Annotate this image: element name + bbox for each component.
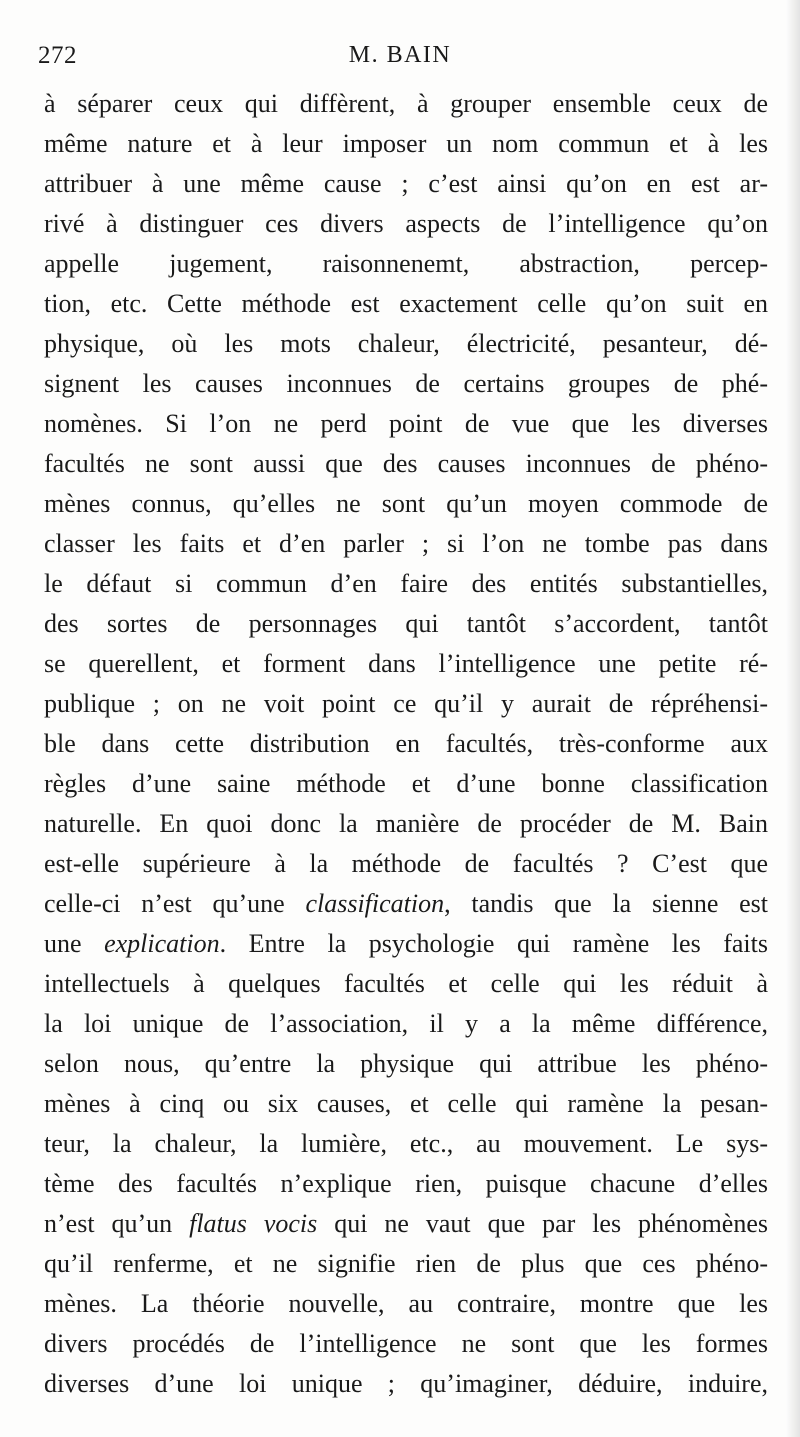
text-line: à séparer ceux qui diffèrent, à grouper ensemble ceux de — [44, 89, 768, 118]
text-line: même nature et à leur imposer un nom commun et à les — [44, 129, 768, 158]
text-line: intellectuels à quelques facultés et celle qui les réduit à — [44, 969, 768, 998]
page-number: 272 — [38, 42, 77, 69]
text-line: tème des facultés n’explique rien, puisque chacune d’elles — [44, 1169, 768, 1198]
text-line: attribuer à une même cause ; c’est ainsi qu’on en est ar- — [44, 169, 768, 198]
text-line: la loi unique de l’association, il y a la même différence, — [44, 1009, 768, 1038]
text-line: rivé à distinguer ces divers aspects de l’intelligence qu’on — [44, 209, 768, 238]
text-line: divers procédés de l’intelligence ne sont que les formes — [44, 1329, 768, 1358]
text-line: des sortes de personnages qui tantôt s’accordent, tantôt — [44, 609, 768, 638]
page-header — [38, 38, 762, 78]
text-segment: n’est qu’un — [44, 1209, 190, 1238]
text-line: teur, la chaleur, la lumière, etc., au mouvement. Le sys- — [44, 1129, 768, 1158]
text-segment: celle-ci n’est qu’une — [44, 889, 306, 918]
text-line: facultés ne sont aussi que des causes inconnues de phéno- — [44, 449, 768, 478]
text-line: qu’il renferme, et ne signifie rien de plus que ces phéno- — [44, 1249, 768, 1278]
text-line: mènes à cinq ou six causes, et celle qui ramène la pesan- — [44, 1089, 768, 1118]
text-line: le défaut si commun d’en faire des entités substantielles, — [44, 569, 768, 598]
text-segment: qui ne vaut que par les phénomènes — [317, 1209, 769, 1238]
italic-term: explication — [104, 929, 220, 958]
text-line: mènes. La théorie nouvelle, au contraire, montre que les — [44, 1289, 768, 1318]
text-line — [44, 884, 768, 924]
text-line — [44, 924, 768, 964]
text-line — [44, 1204, 768, 1244]
text-line: classer les faits et d’en parler ; si l’on ne tombe pas dans — [44, 529, 768, 558]
text-line: diverses d’une loi unique ; qu’imaginer, déduire, induire, — [44, 1369, 768, 1398]
text-line: règles d’une saine méthode et d’une bonne classification — [44, 769, 768, 798]
text-line: physique, où les mots chaleur, électricité, pesanteur, dé- — [44, 329, 768, 358]
text-line: selon nous, qu’entre la physique qui attribue les phéno- — [44, 1049, 768, 1078]
text-line: appelle jugement, raisonnenemt, abstraction, percep- — [44, 249, 768, 278]
text-line: nomènes. Si l’on ne perd point de vue que les diverses — [44, 409, 768, 438]
text-segment: une — [44, 929, 105, 958]
text-line: ble dans cette distribution en facultés, très-conforme aux — [44, 729, 768, 758]
text-segment: . Entre la psychologie qui ramène les faits — [219, 929, 768, 958]
text-line: publique ; on ne voit point ce qu’il y aurait de répréhensi- — [44, 689, 768, 718]
running-head: M. BAIN — [348, 42, 452, 68]
page-edge-shadow — [786, 0, 800, 1437]
text-line: se querellent, et forment dans l’intelligence une petite ré- — [44, 649, 768, 678]
text-line: tion, etc. Cette méthode est exactement celle qu’on suit en — [44, 289, 768, 318]
text-segment: , tandis que la sienne est — [444, 889, 768, 918]
text-line: mènes connus, qu’elles ne sont qu’un moyen commode de — [44, 489, 768, 518]
text-line: est-elle supérieure à la méthode de facultés ? C’est que — [44, 849, 768, 878]
text-line: naturelle. En quoi donc la manière de procéder de M. Bain — [44, 809, 768, 838]
body-text — [44, 84, 768, 1404]
italic-term: flatus vocis — [189, 1209, 318, 1238]
italic-term: classification — [305, 889, 445, 918]
text-line: signent les causes inconnues de certains groupes de phé- — [44, 369, 768, 398]
